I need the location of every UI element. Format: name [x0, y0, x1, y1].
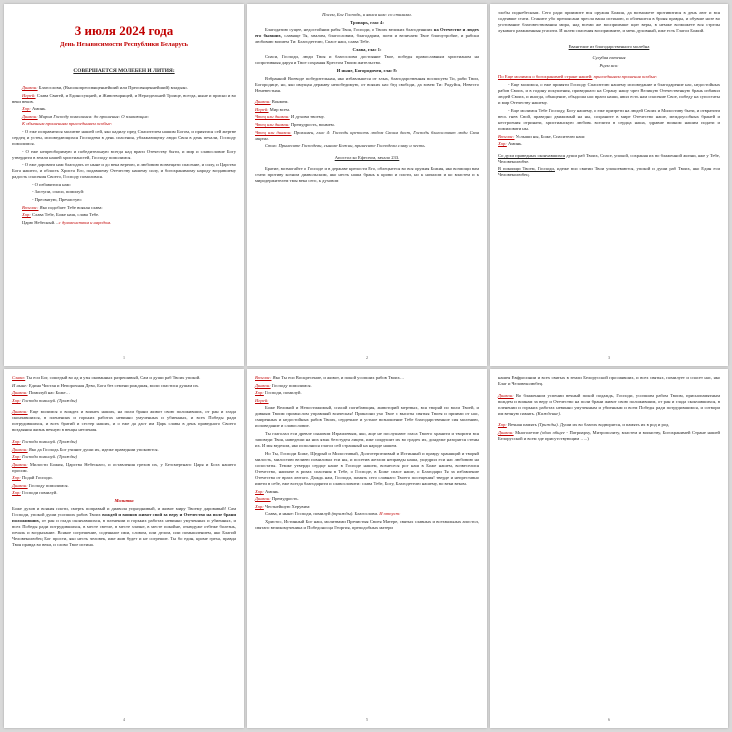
text-line: Диакон: Благослови, (Высокопреосвященнейший или Преосвященнейший) владыко.: [22, 84, 188, 90]
hymn-heading: Тропарь, глас 4:: [350, 19, 384, 25]
page-4: [4, 369, 244, 728]
text-line: Диакон: Господу помолимся.: [255, 382, 312, 388]
petition: - Еще молимся, о еже приияти Господу Спасителю нашему исповедание и благодарение нас, недостойных рабов Своих, и в годину искушения, приведшаго на Страну нашу чрез Великую Отечественную брань избавил людей Своих, и иногда, обыщение, обыдоша нас враги наши, явил есть нам спасение Свое, победу на супостаты и мир Отечеству нашему.: [498, 82, 720, 106]
text-line: Хор: Господи, помилуй.: [255, 390, 302, 396]
text-line: Хор: Господи помилуй.: [12, 490, 58, 496]
rubric: Рцем вси:: [599, 62, 619, 68]
petition: Диакон: Яко да Господь Бог учинит души их, идеже праведнии упокоются.: [12, 446, 159, 452]
hymn-text: Взбранной Воеводе победительная, яко избавльшеся от злых, благодарственная восписуем Ти, раби Твои, Богородице, но, яко имущая державу непобедимую, от всяких нас бед свободи, да зовем Ти: Радуйся, Невесто Неневестная.: [255, 75, 479, 93]
page-6: [490, 369, 728, 728]
page-number: 3: [608, 354, 610, 360]
text-line: Хор: Честнейшую Херувим:: [255, 503, 311, 509]
text-line: Возглас: Услыши ны, Боже, Спасителю наш:: [498, 133, 586, 139]
page-number: 2: [366, 354, 368, 360]
page-number: 6: [608, 716, 610, 722]
text-line: Хор: Аминь.: [498, 141, 523, 147]
text-line: Диакон: Премудрость.: [255, 496, 299, 502]
rubric: Посем, Бог Господь, и явися нам: со стихами.: [322, 12, 412, 17]
petition: - Пресвятую, Пречистую:: [32, 196, 82, 202]
text-line: Диакон: Господу помолимся.: [12, 482, 69, 488]
text-line: Диакон: Миром Господу помолимся: до прошения: О плавающих:: [22, 113, 150, 119]
page-5: [247, 369, 487, 728]
text-line: Чтец или диакон: Премудрость, вонмем.: [255, 121, 335, 127]
text-line: Хор: Подай Господи.: [12, 475, 53, 481]
prayer-heading: Молитва: [114, 498, 134, 503]
text-line: Слава: Ты еси Бог, сошедый во ад и узы окованных разрешивый, Сам и души раб Твоих упокой.: [12, 375, 201, 380]
petition: - О еже исправитися молитве нашей сей, яко кадилу пред Спасителем нашим Богом, и приятися сей жертве сердец и устен, исповедающихся Господеви в день спасения, ублажающему люди Своя в день печали, Господу помолимся.: [12, 128, 236, 146]
troparion: В покоищи Твоем, Господи, идеже вси святии Твои упокоеваются, упокой и души раб Твоих, яко Един еси Человеколюбец.: [498, 166, 720, 178]
reading-text: злобы поднебесным. Сего ради приимите вся оружия Божия, да возможете противитися в день лют и вся содеявше стати. Станите убо препоясани чресла ваша истиною, и облекшеся в броня правды, и обувше нозе во уготование благовествования мира, над всеми же восприимше щит веры, в немже возможете вся стрелы лукаваго разжженныя угасити. И шлем спасения восприимите, и мечь духовный, иже есть Глагол Божий.: [498, 10, 720, 34]
text-line: Возглас: Яко подобает Тебе всякая слава:: [22, 204, 103, 210]
text-line: Диакон: Многолетие (одно общее - Патриарху, Митрополиту, властем и воинству, Богохранимей Стране нашей Белорусской и всем зде присутствующим …..): [498, 429, 720, 441]
reading-heading: Апостол ко Ефесеом, зачало 233.: [334, 154, 400, 160]
text-line: Хор: Вечная память (Трижды). Души их во благих водворятся, и память их в род и род.: [498, 422, 670, 428]
page-number: 1: [123, 354, 125, 360]
rubric: Сугубая ектения: [592, 55, 626, 61]
prayer-text: Боже духов и всякия плоти, смерть поправый и диавола упразднивый, и живот миру Твоему даровавый! Сам Господи, упокой души усопших рабов Твоих вождей и воинов живот свой за веру и Отечество на поле брани положивших, от ран и глада скончавшихся, в пленении и горьких работах невинно умученных и убиенных, и всех Победы ради потрудившихся, в месте светле, в месте злачне, в месте покойне, отнюдуже отбеже болезнь, печаль и воздыхание. Всякое согрешение, содеянное ими, словом, или делом, или помышлением, яко Благий Человеколюбец Бог прости, яко несть человек, иже жив будет и не согрешит. Ты бо един, кроме греха, правда Твоя правда во веки, и слово Твое истина.: [12, 505, 236, 547]
petition: - О еже непреоборимую и победительную всегда над враги Отечеству быти, и мир и славословие Богу утвердити в земли нашей христианстей, Господу помолимся.: [12, 148, 236, 160]
text-line: Царю Небесный…с духовенством и народом.: [22, 219, 112, 225]
dismissal-text: Христос, Истинный Бог наш, молитвами Пречистыя Своея Матере, святых славных и всехвальных апостол, святаго великомученика и Победоносца Георгия, преподобных матери: [255, 518, 479, 530]
page-number: 5: [366, 716, 368, 722]
text-line: Стих: Принесите Господеви, сынове Божии, принесите Господеви славу и честь.: [265, 143, 426, 149]
reading-text: Братие, возмогайте о Господе и в державе крепости Его, облецытеся во вся оружия Божия, яко возмощи вам стати противу козном диавольским, яко несть наша брань к крови и плоти, но к началом и ко властем и к миродержителем тмы века сего, к духовом: [255, 166, 479, 184]
dismissal-text: нашея Евфросинии и всех святых в земли Белорусской просиявших, и всех святых, помилует и спасет нас, яко Благ и Человеколюбец.: [498, 375, 720, 387]
petition: - Заступи, спаси, помилуй:: [32, 189, 85, 195]
document-subtitle: День Независимости Республики Беларусь: [59, 41, 188, 49]
petition: - О избавитися нам:: [32, 181, 71, 187]
prayer-text: Но Ты, Господи Боже, Щедрый и Милостивый, Долготерпеливый и Истинный и правду хранящий и творяй милость, милостию велиею помиловал еси ны, и посетив жезлом неправды наша, ущедрил еси нас любовию на сопостаты. Темже утверди сердце наше в Господе нашем, вознесеся рог наш в Боже нашем, возвеселися Отечество, наипаче в ризах спасения в Тебе, о Господе, в Боже спасе наше, о Благодари Тя за избавление Отечества от врага лютаго. Даждь нам, Господи, память сего славнаго Твоего посещения! тверде и непреставно имети в себе, еже всегда благодарити и славословити: слава Тебе, Богу, Благодетелю нашему, во веки веком.: [255, 450, 479, 486]
text-line: Хор: Слава Тебе, Боже наш, слава Тебе.: [22, 212, 100, 218]
petition: Диакон: Во блаженном успении вечный покой подаждь, Господи, усопшим рабом Твоим, приснопамятным вождем и воинам за веру и Отечество на поли брани живот свою положившим, от ран и глада скончавшихся, в пленении и горьких работах невинно умученным и убиенным и всем Победы ради потрудившимся, и сотвори им вечную память. (Каждение).: [498, 392, 720, 416]
page-3: [490, 4, 728, 366]
hymn-heading: Слава, глас 1:: [352, 46, 382, 52]
prayer-text: Ты глаголал еси древле сыновом Израилевым, яко, аще не послушают гласа Твоего хранити и творити вся заповеди Твоя, наведеши на них язык безстуден лицем, иже сокрушит их во градех их, дондеже разорятся стены их. И мы ведехом, яко исполнися глагол сей страшный на народе нашем.: [255, 431, 479, 449]
petition: - О еже даровати нам благодать от ныне и до века вереою, и любовию возвещати спасение, и силу, и Царство Бога нашего, и область Христа Его, подавшему Отечеству нашему силу, и богохранимому народу воздавшему радость спасения Своего, Господу помолимся.: [12, 162, 236, 180]
text-line: Хор: Аминь.: [255, 488, 280, 494]
text-line: Возглас: Яко Ты еси Воскресение, и живот, и покой усопших рабов Твоих…: [255, 375, 405, 380]
rubric: К обычным прошениям присоединяем особые:: [22, 121, 113, 127]
text-line: И ныне: Едина Чистая и Непорочная Дево, Бога без семени рождшая, моли спастися душам их.: [12, 382, 200, 388]
text-line: Иерей: Мир всем.: [255, 106, 290, 112]
page-2: [247, 4, 487, 366]
hymn-text: Спаси, Господи, люди Твоя и благослови достояние Твое, победы православным христианом на сопротивныя даруя и Твое сохраняя Крестом Твоим жительство.: [255, 54, 479, 66]
hymn-text: Благодатию сущее, недостойним рабы Твоя, Господи, о Твоих великих благодеяниих на Отечестве и людех его бывших, славяще Тя, хвалим, благословим, благодарим, поем и величаем Твое благоутробие, и рабски любовию вопием Ти: Благодетелю, Спасе наш, слава Тебе.: [255, 27, 479, 45]
text-line: Иерей:: [255, 397, 269, 403]
text-line: Чтец или диакон: Прокимен, глас 4: Господь крепость людем Своим даст, Господь благословит люди Своя миром.: [255, 129, 479, 141]
petition: Диакон: Милости Божия, Царства Небеснаго, и оставления грехов их, у Безсмертнаго Царя и Бога нашего просим.: [12, 461, 236, 473]
hymn-heading: И ныне, Богородичен, глас 8:: [336, 68, 398, 73]
page-1: [4, 4, 244, 366]
rubric: По Еще молимся о богохранимей стране нашей: присоединяем прошения особые:: [498, 74, 658, 80]
text-line: Хор: Аминь.: [22, 106, 47, 112]
page-number: 4: [123, 716, 125, 722]
document-title: 3 июля 2024 года: [74, 23, 174, 38]
troparion: Со духи праведных скончавшихся души раб Твоих, Спасе, упокой, сохраняя их во блаженной жизни, яже у Тебе, Человеколюбче.: [498, 152, 720, 164]
petition: Диакон: Еще молимся о вождех и воинех наших, на поли брани живот свою положивших, от ран и глада скончавшихся, в пленениях и горьких работах невинно умученных и убиенных, и всех Победы ради потрудившихся, и всех братий и сестер наших, и о еже да даст им Царь славы в день праведного Своего воздаяния жизнь вечную в венцы нетления.: [12, 409, 236, 433]
text-line: Хор: Господи помилуй. (Трижды): [12, 439, 78, 444]
section-heading: СОВЕРШАЕТСЯ МОЛЕБЕН И ЛИТИЯ:: [73, 67, 175, 74]
reading-heading: Евангелие из благодарственного молебна: [568, 43, 650, 49]
text-line: Иерей: Слава Святей, и Единосущней, и Животворящей, и Нераздельней Троице, всегда, ныне и присно и во веки веков.: [12, 92, 236, 104]
prayer-text: Боже Великий и Непостижимый, спасай погибающия, животорий мертвых, вся творяй по воли Твоей, и дивным Твоим промыслом управляяй всяческая! Приклони ухо Твое с высоты святыя Твоея и приими от нас, смиренных и недостойных рабов Твоих, сердечное и устное возношение Тебе благодарственное сия молению, исповедание и славословие.: [255, 405, 479, 429]
text-line: Диакон: Вонмем.: [255, 99, 289, 105]
petition: - Еще молимся Тебе Господу, Богу нашему, о еже призрети на людей Своих и Милостиву быти, и отвратити весь гнев Свой, праведно движимый на ны, сохраните в мире Отечество наше, междоусобных браней и нестроения отринати, христианскую любовь вселити в сердца наша, здравие воином нашим подати и помиловати ны.: [498, 107, 720, 131]
text-line: Хор: Господи помилуй. (Трижды): [12, 454, 78, 460]
text-line: Диакон: Помилуй нас Боже…: [12, 390, 71, 396]
text-line: Чтец или диакон: И духови твоему.: [255, 114, 325, 120]
text-line: Хор: Господи помилуй. (Трижды): [12, 397, 78, 403]
text-line: Слава, и ныне: Господи, помилуй (трижды). Благослови. И отпуст:: [265, 511, 401, 517]
